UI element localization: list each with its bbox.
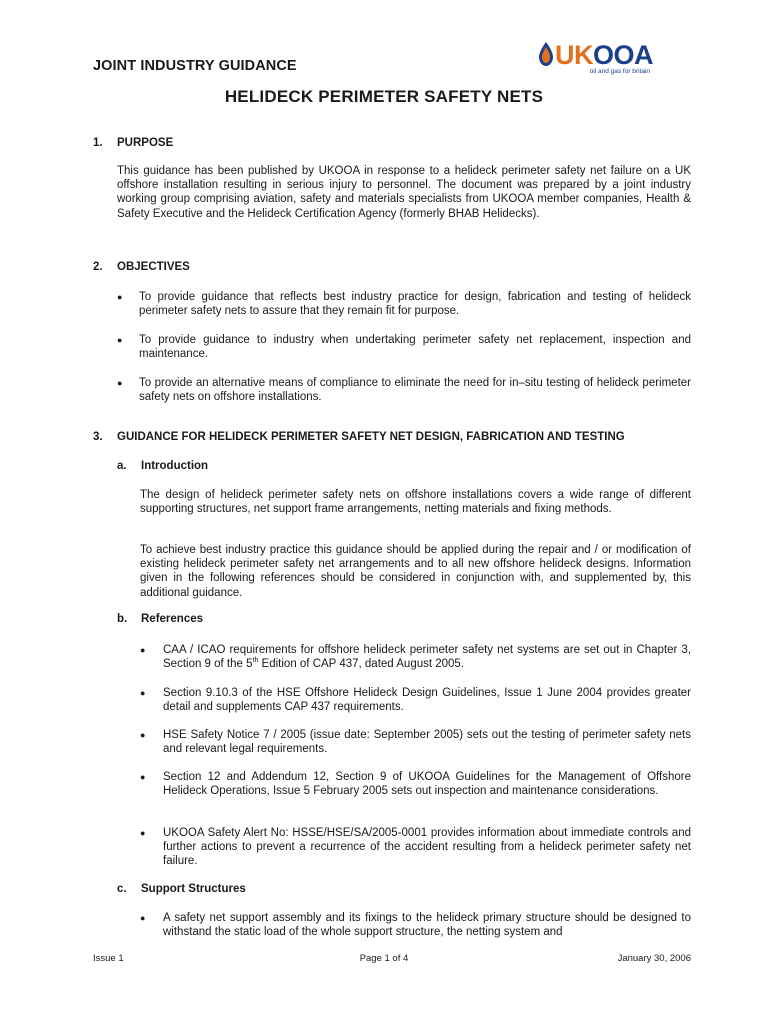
bullet-icon: ● <box>140 688 146 698</box>
ukooa-logo <box>538 40 688 80</box>
bullet-icon: ● <box>140 645 146 655</box>
reference-text: Section 9.10.3 of the HSE Offshore Helideck Design Guidelines, Issue 1 June 2004 provides greater detail and supplements CAP 437 requirements. <box>163 687 691 714</box>
logo-uk-text: UK <box>555 40 593 70</box>
reference-text: Section 12 and Addendum 12, Section 9 of UKOOA Guidelines for the Management of Offshore Helideck Operations, Issue 5 February 2005 sets out inspection and maintenance considerations. <box>163 771 691 798</box>
objective-text: To provide guidance to industry when undertaking perimeter safety net replacement, inspection and maintenance. <box>139 334 691 361</box>
support-text: A safety net support assembly and its fixings to the helideck primary structure should be designed to withstand the static load of the whole support structure, the netting system and <box>163 912 691 939</box>
logo-ooa-text: OOA <box>593 40 654 70</box>
subsection-title: References <box>141 613 204 625</box>
reference-text: UKOOA Safety Alert No: HSSE/HSE/SA/2005-0001 provides information about immediate controls and further actions to prevent a recurrence of the accident resulting from a helideck perimeter safety net failure. <box>163 827 691 868</box>
section-number: 3. <box>93 431 103 443</box>
introduction-paragraph: To achieve best industry practice this guidance should be applied during the repair and / or modification of existing helideck perimeter safety net arrangements and to all new offshore helideck designs. Information given in the following references should be considered in conjunction with, and supplemented by, this additional guidance. <box>140 544 691 599</box>
section-title: PURPOSE <box>117 137 174 149</box>
footer-issue: Issue 1 <box>93 953 124 964</box>
objective-text: To provide guidance that reflects best industry practice for design, fabrication and testing of helideck perimeter safety nets to assure that they remain fit for purpose. <box>139 291 691 318</box>
bullet-icon: ● <box>140 913 146 923</box>
section-title: GUIDANCE FOR HELIDECK PERIMETER SAFETY NET DESIGN, FABRICATION AND TESTING <box>117 431 625 443</box>
footer-page-number: Page 1 of 4 <box>359 953 409 964</box>
logo-tagline: oil and gas for britain <box>589 68 650 75</box>
oil-drop-icon <box>538 41 554 67</box>
subsection-title: Introduction <box>141 460 209 472</box>
bullet-icon: ● <box>117 292 123 302</box>
section-title: OBJECTIVES <box>117 261 190 273</box>
footer-date: January 30, 2006 <box>617 953 691 964</box>
introduction-paragraph: The design of helideck perimeter safety nets on offshore installations covers a wide range of different supporting structures, net support frame arrangements, netting materials and fixing methods. <box>140 489 691 516</box>
bullet-icon: ● <box>140 828 146 838</box>
section-number: 1. <box>93 137 103 149</box>
section-number: 2. <box>93 261 103 273</box>
subsection-title: Support Structures <box>141 883 246 895</box>
document-title: HELIDECK PERIMETER SAFETY NETS <box>224 87 544 106</box>
reference-text: CAA / ICAO requirements for offshore helideck perimeter safety net systems are set out in Chapter 3, Section 9 of the 5th Edition of CAP 437, dated August 2005. <box>163 644 691 671</box>
subsection-letter: c. <box>117 883 127 895</box>
reference-text: HSE Safety Notice 7 / 2005 (issue date: September 2005) sets out the testing of perimeter safety nets and relevant legal requirements. <box>163 729 691 756</box>
objective-text: To provide an alternative means of compliance to eliminate the need for in–situ testing of helideck perimeter safety nets on offshore installations. <box>139 377 691 404</box>
header-title: JOINT INDUSTRY GUIDANCE <box>93 58 297 74</box>
bullet-icon: ● <box>117 378 123 388</box>
subsection-letter: a. <box>117 460 127 472</box>
bullet-icon: ● <box>117 335 123 345</box>
bullet-icon: ● <box>140 772 146 782</box>
purpose-paragraph: This guidance has been published by UKOOA in response to a helideck perimeter safety net failure on a UK offshore installation resulting in serious injury to personnel. The document was prepared by a joint industry working group comprising aviation, safety and materials specialists from UKOOA member companies, Health & Safety Executive and the Helideck Certification Agency (formerly BHAB Helidecks). <box>117 165 691 220</box>
bullet-icon: ● <box>140 730 146 740</box>
subsection-letter: b. <box>117 613 128 625</box>
